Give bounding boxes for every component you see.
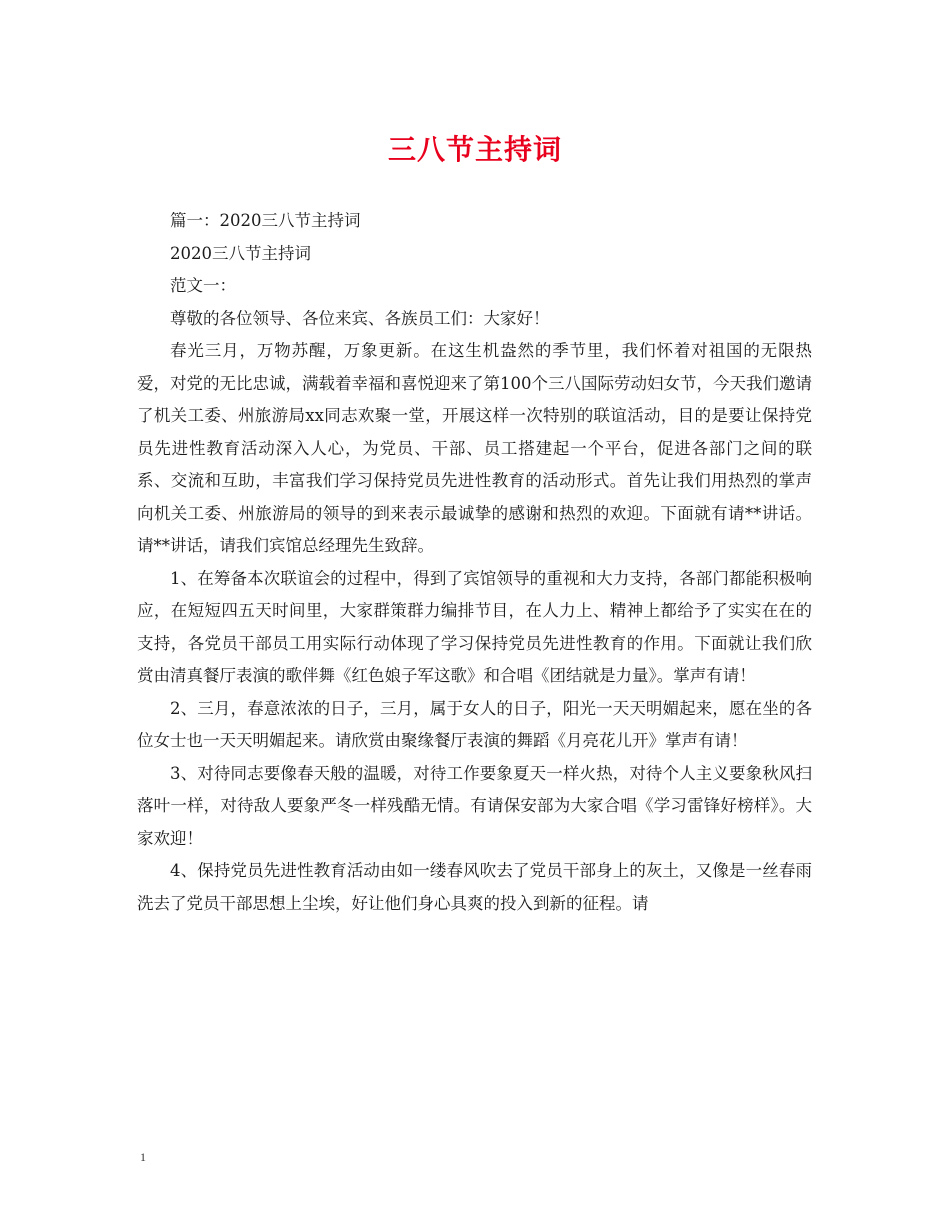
- paragraph: 2、三月，春意浓浓的日子，三月，属于女人的日子，阳光一天天明媚起来，愿在坐的各位女士也一天天明媚起来。请欣赏由聚缘餐厅表演的舞蹈《月亮花儿开》掌声有请！: [137, 698, 812, 750]
- paragraph: 1、在筹备本次联谊会的过程中，得到了宾馆领导的重视和大力支持，各部门都能积极响应，在短短四五天时间里，大家群策群力编排节目，在人力上、精神上都给予了实实在在的支持，各党员干部员工用实际行动体现了学习保持党员先进性教育的作用。下面就让我们欣赏由清真餐厅表演的歌伴舞《红色娘子军这歌》和合唱《团结就是力量》。掌声有请！: [137, 568, 812, 685]
- paragraph: 3、对待同志要像春天般的温暖，对待工作要象夏天一样火热，对待个人主义要象秋风扫落叶一样，对待敌人要象严冬一样残酷无情。有请保安部为大家合唱《学习雷锋好榜样》。大家欢迎！: [137, 763, 812, 848]
- paragraph: 篇一：2020三八节主持词: [170, 211, 361, 230]
- paragraph: 2020三八节主持词: [170, 243, 311, 263]
- document-title: 三八节主持词: [387, 133, 562, 166]
- document-body: [137, 205, 812, 920]
- paragraph: 尊敬的各位领导、各位来宾、各族员工们：大家好！: [170, 308, 550, 328]
- paragraph: 4、保持党员先进性教育活动由如一缕春风吹去了党员干部身上的灰土，又像是一丝春雨洗去了党员干部思想上尘埃，好让他们身心具爽的投入到新的征程。请: [137, 861, 812, 913]
- paragraph: 范文一：: [170, 276, 236, 295]
- paragraph: 春光三月，万物苏醒，万象更新。在这生机盎然的季节里，我们怀着对祖国的无限热爱，对党的无比忠诚，满载着幸福和喜悦迎来了第100个三八国际劳动妇女节，今天我们邀请了机关工委、州旅游局xx同志欢聚一堂，开展这样一次特别的联谊活动，目的是要让保持党员先进性教育活动深入人心，为党员、干部、员工搭建起一个平台，促进各部门之间的联系、交流和互助，丰富我们学习保持党员先进性教育的活动形式。首先让我们用热烈的掌声向机关工委、州旅游局的领导的到来表示最诚挚的感谢和热烈的欢迎。下面就有请**讲话。请**讲话，请我们宾馆总经理先生致辞。: [137, 341, 812, 555]
- page-number: 1: [140, 1150, 146, 1164]
